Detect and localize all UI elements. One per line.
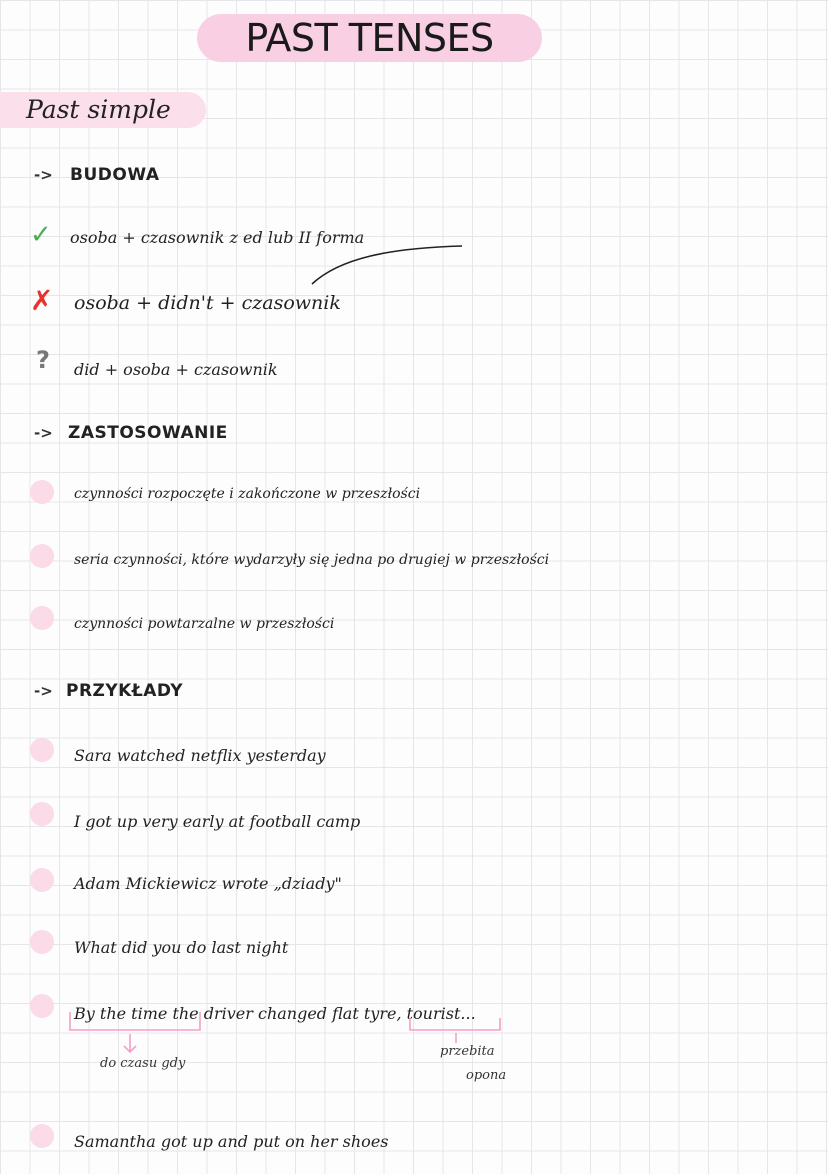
bracket-by-the-time <box>70 1012 200 1030</box>
zastosowanie-heading: ZASTOSOWANIE <box>68 423 228 443</box>
section-title: Past simple <box>26 95 171 124</box>
usage-item: czynności powtarzalne w przeszłości <box>74 616 335 632</box>
example-item: What did you do last night <box>74 938 289 957</box>
arrow-icon: -> <box>34 682 53 700</box>
arrow-icon: -> <box>34 424 53 442</box>
arrow-down-icon <box>124 1034 136 1052</box>
note-tyre: opona <box>466 1068 507 1083</box>
curve-stroke <box>312 246 462 284</box>
affirmative-line: osoba + czasownik z ed lub II forma <box>70 228 365 247</box>
usage-item: czynności rozpoczęte i zakończone w przeszłości <box>74 486 421 502</box>
example-item: Samantha got up and put on her shoes <box>74 1132 389 1151</box>
note-flat: przebita <box>440 1044 495 1059</box>
budowa-heading: BUDOWA <box>70 165 160 185</box>
example-item: I got up very early at football camp <box>74 812 361 831</box>
example-item: Adam Mickiewicz wrote „dziady" <box>74 874 342 893</box>
negative-line: osoba + didn't + czasownik <box>74 292 341 314</box>
usage-item: seria czynności, które wydarzyły się jedna po drugiej w przeszłości <box>74 552 550 568</box>
przyklady-heading: PRZYKŁADY <box>66 681 184 701</box>
question-line: did + osoba + czasownik <box>74 360 278 379</box>
cross-icon: ✗ <box>30 284 54 317</box>
page-title: PAST TENSES <box>245 16 494 60</box>
question-mark-icon: ? <box>36 346 50 374</box>
bracket-flat-tyre <box>410 1018 500 1030</box>
checkmark-icon: ✓ <box>30 220 52 250</box>
arrow-icon: -> <box>34 166 53 184</box>
example-item: Sara watched netflix yesterday <box>74 746 326 765</box>
note-by-the-time: do czasu gdy <box>100 1056 186 1071</box>
example-item: By the time the driver changed flat tyre, tourist... <box>74 1004 476 1023</box>
